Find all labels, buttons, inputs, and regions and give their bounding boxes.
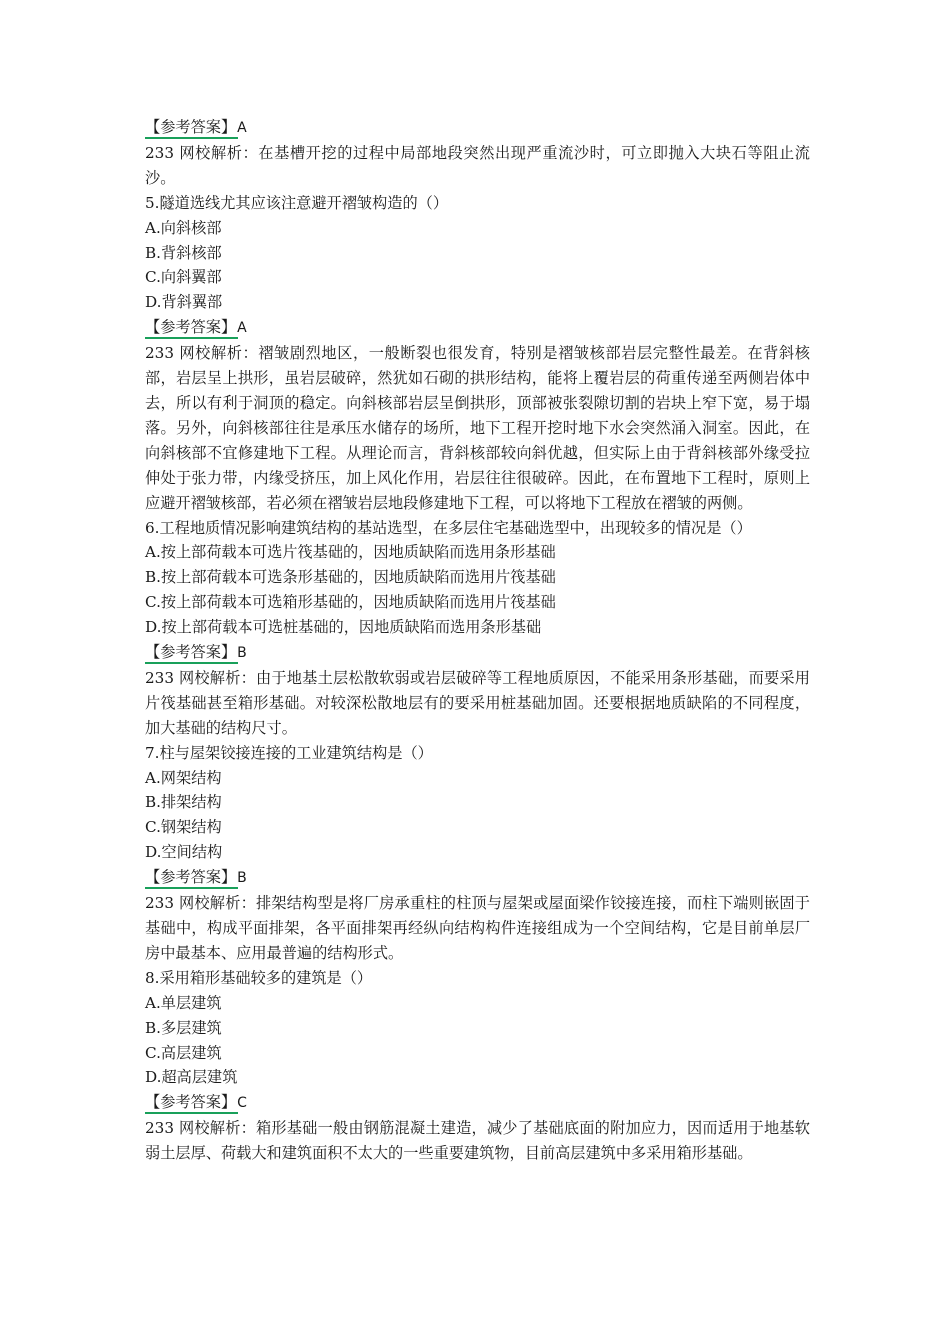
option-text: A.向斜核部 <box>145 218 222 237</box>
document-page <box>145 115 810 1166</box>
answer-letter: C <box>237 1095 247 1112</box>
answer-label: 【参考答案】 <box>145 315 236 340</box>
option-text: D.空间结构 <box>145 843 223 862</box>
answer-line <box>145 115 810 141</box>
option-text: A.单层建筑 <box>145 993 222 1012</box>
answer-letter: A <box>237 120 247 136</box>
question-text: 6.工程地质情况影响建筑结构的基站选型，在多层住宅基础选型中，出现较多的情况是（） <box>145 518 752 537</box>
option-text: D.超高层建筑 <box>145 1068 238 1087</box>
option-text: B.按上部荷载本可选条形基础的，因地质缺陷而选用片筏基础 <box>145 568 556 587</box>
explanation-paragraph: 233 网校解析：由于地基土层松散软弱或岩层破碎等工程地质原因，不能采用条形基础，而要采用片筏基础甚至箱形基础。对较深松散地层有的要采用桩基础加固。还要根据地质缺陷的不同程度，加大基础的结构尺寸。 <box>145 668 810 737</box>
option-text: D.按上部荷载本可选桩基础的，因地质缺陷而选用条形基础 <box>145 618 542 637</box>
question-text: 8.采用箱形基础较多的建筑是（） <box>145 968 373 987</box>
option-text: C.高层建筑 <box>145 1043 222 1062</box>
option-text: A.网架结构 <box>145 768 222 787</box>
answer-line <box>145 315 810 341</box>
option-text: B.排架结构 <box>145 793 222 812</box>
option-text: B.背斜核部 <box>145 243 222 262</box>
answer-letter: B <box>237 645 247 662</box>
question-text: 7.柱与屋架铰接连接的工业建筑结构是（） <box>145 743 433 762</box>
answer-letter: A <box>237 320 247 337</box>
answer-line <box>145 640 810 666</box>
explanation-paragraph: 233 网校解析：排架结构型是将厂房承重柱的柱顶与屋架或屋面梁作铰接连接，而柱下端则嵌固于基础中，构成平面排架，各平面排架再经纵向结构构件连接组成为一个空间结构，它是目前单层厂房中最基本、应用最普遍的结构形式。 <box>145 894 810 962</box>
option-text: D.背斜翼部 <box>145 293 223 312</box>
answer-line <box>145 1090 810 1116</box>
explanation-paragraph: 233 网校解析：在基槽开挖的过程中局部地段突然出现严重流沙时，可立即抛入大块石等阻止流沙。 <box>145 143 810 187</box>
explanation-paragraph: 233 网校解析：箱形基础一般由钢筋混凝土建造，减少了基础底面的附加应力，因而适用于地基软弱土层厚、荷载大和建筑面积不太大的一些重要建筑物，目前高层建筑中多采用箱形基础。 <box>145 1119 810 1163</box>
explanation-paragraph: 233 网校解析：褶皱剧烈地区，一般断裂也很发育，特别是褶皱核部岩层完整性最差。在背斜核部，岩层呈上拱形，虽岩层破碎，然犹如石砌的拱形结构，能将上覆岩层的荷重传递至两侧岩体中去，所以有利于洞顶的稳定。向斜核部岩层呈倒拱形，顶部被张裂隙切割的岩块上窄下宽，易于塌落。另外，向斜核部往往是承压水储存的场所，地下工程开挖时地下水会突然涌入洞室。因此，在向斜核部不宜修建地下工程。从理论而言，背斜核部较向斜优越，但实际上由于背斜核部外缘受拉伸处于张力带，内缘受挤压，加上风化作用，岩层往往很破碎。因此，在布置地下工程时，原则上应避开褶皱核部，若必须在褶皱岩层地段修建地下工程，可以将地下工程放在褶皱的两侧。 <box>145 344 810 512</box>
answer-label: 【参考答案】 <box>145 1090 236 1115</box>
answer-line <box>145 865 810 891</box>
answer-label: 【参考答案】 <box>145 640 236 665</box>
question-text: 5.隧道选线尤其应该注意避开褶皱构造的（） <box>145 193 449 212</box>
answer-label: 【参考答案】 <box>145 865 236 890</box>
option-text: B.多层建筑 <box>145 1018 222 1037</box>
option-text: A.按上部荷载本可选片筏基础的，因地质缺陷而选用条形基础 <box>145 543 556 562</box>
option-text: C.按上部荷载本可选箱形基础的，因地质缺陷而选用片筏基础 <box>145 593 556 612</box>
answer-letter: B <box>237 870 247 887</box>
option-text: C.钢架结构 <box>145 818 222 837</box>
option-text: C.向斜翼部 <box>145 268 222 287</box>
answer-label: 【参考答案】 <box>145 115 236 140</box>
